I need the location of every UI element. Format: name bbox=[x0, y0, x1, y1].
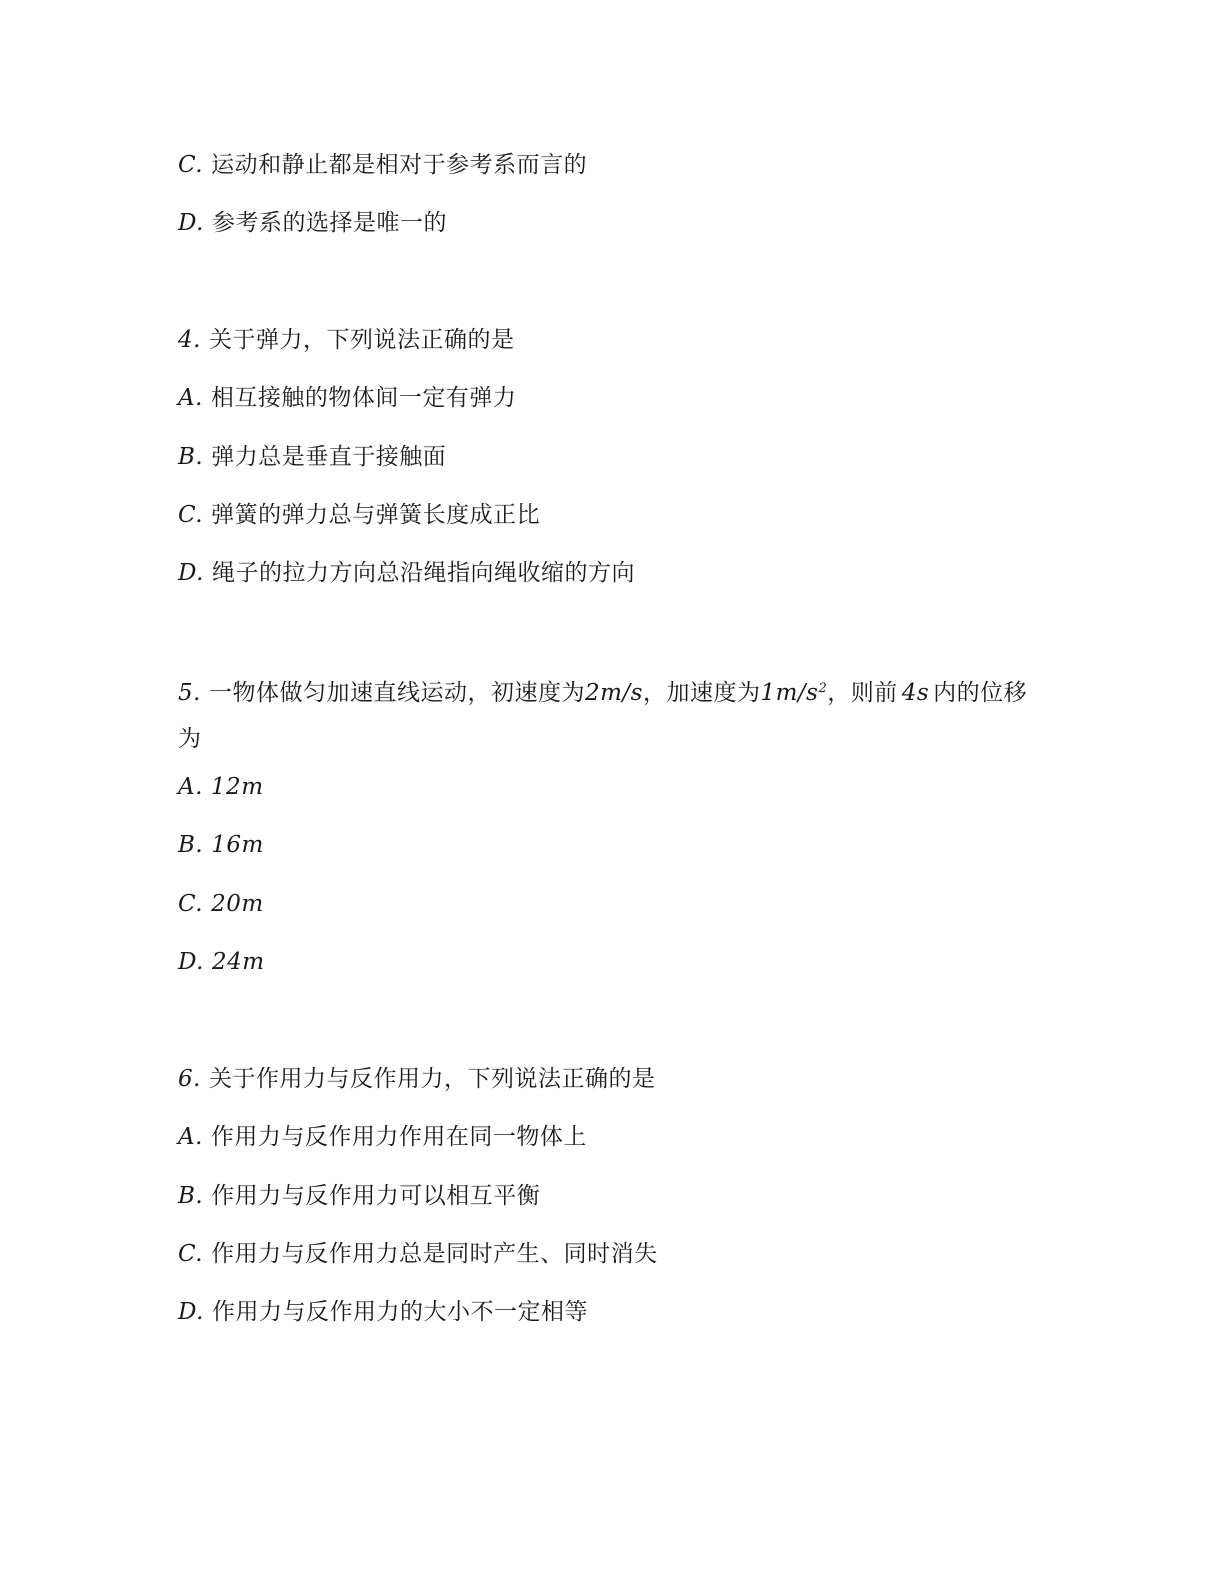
q5-option-a bbox=[178, 772, 264, 802]
option-label: C. bbox=[178, 502, 204, 528]
option-text: 参考系的选择是唯一的 bbox=[211, 210, 447, 236]
option-label: B. bbox=[178, 832, 204, 858]
option-label: D. bbox=[178, 949, 204, 975]
q4-option-c bbox=[178, 500, 540, 530]
q6-option-c bbox=[178, 1239, 658, 1269]
acceleration-base: 1m/s bbox=[760, 680, 819, 706]
option-label: C. bbox=[178, 152, 204, 178]
option-text: 相互接触的物体间一定有弹力 bbox=[210, 385, 517, 411]
option-label: C. bbox=[178, 891, 204, 917]
q6-stem bbox=[178, 1064, 655, 1094]
q6-option-a bbox=[178, 1122, 587, 1152]
option-text: 16m bbox=[211, 832, 264, 858]
question-number: 4. bbox=[178, 327, 201, 353]
time-value: 4s bbox=[901, 680, 930, 706]
option-text: 作用力与反作用力的大小不一定相等 bbox=[211, 1299, 588, 1325]
question-number: 6. bbox=[178, 1066, 201, 1092]
option-text: 20m bbox=[211, 891, 264, 917]
q5-option-b bbox=[178, 830, 264, 860]
acceleration-exponent: 2 bbox=[818, 681, 828, 696]
option-text: 24m bbox=[211, 949, 265, 975]
q5-option-d bbox=[178, 947, 265, 977]
q5-stem bbox=[178, 666, 1038, 762]
option-label: A. bbox=[178, 385, 203, 411]
option-text: 作用力与反作用力作用在同一物体上 bbox=[210, 1124, 587, 1150]
option-label: B. bbox=[178, 1183, 204, 1209]
option-text: 绳子的拉力方向总沿绳指向绳收缩的方向 bbox=[211, 560, 635, 586]
option-text: 作用力与反作用力总是同时产生、同时消失 bbox=[211, 1241, 658, 1267]
option-text: 12m bbox=[210, 774, 264, 800]
question-text-part2: ，加速度为 bbox=[642, 680, 761, 706]
question-text: 关于弹力，下列说法正确的是 bbox=[208, 327, 515, 353]
option-text: 弹力总是垂直于接触面 bbox=[211, 444, 447, 470]
q3-option-d bbox=[178, 208, 447, 238]
q5-option-c bbox=[178, 889, 264, 919]
option-label: B. bbox=[178, 444, 204, 470]
option-text: 弹簧的弹力总与弹簧长度成正比 bbox=[211, 502, 541, 528]
question-number: 5. bbox=[178, 680, 201, 706]
question-text-part4: 内的位移为 bbox=[178, 680, 1028, 752]
question-text-part3: ，则前 bbox=[827, 680, 898, 706]
option-label: C. bbox=[178, 1241, 204, 1267]
option-label: D. bbox=[178, 210, 204, 236]
option-text: 作用力与反作用力可以相互平衡 bbox=[211, 1183, 541, 1209]
question-text-part1: 一物体做匀加速直线运动，初速度为 bbox=[208, 680, 585, 706]
option-label: A. bbox=[178, 1124, 203, 1150]
q4-stem bbox=[178, 325, 514, 355]
q4-option-a bbox=[178, 383, 516, 413]
q3-option-c bbox=[178, 150, 587, 180]
option-label: A. bbox=[178, 774, 203, 800]
q4-option-b bbox=[178, 442, 446, 472]
acceleration bbox=[760, 680, 827, 706]
question-text: 关于作用力与反作用力，下列说法正确的是 bbox=[208, 1066, 656, 1092]
q6-option-b bbox=[178, 1181, 540, 1211]
initial-velocity: 2m/s bbox=[584, 680, 643, 706]
option-text: 运动和静止都是相对于参考系而言的 bbox=[211, 152, 588, 178]
q4-option-d bbox=[178, 558, 635, 588]
option-label: D. bbox=[178, 560, 204, 586]
option-label: D. bbox=[178, 1299, 204, 1325]
q6-option-d bbox=[178, 1297, 588, 1327]
